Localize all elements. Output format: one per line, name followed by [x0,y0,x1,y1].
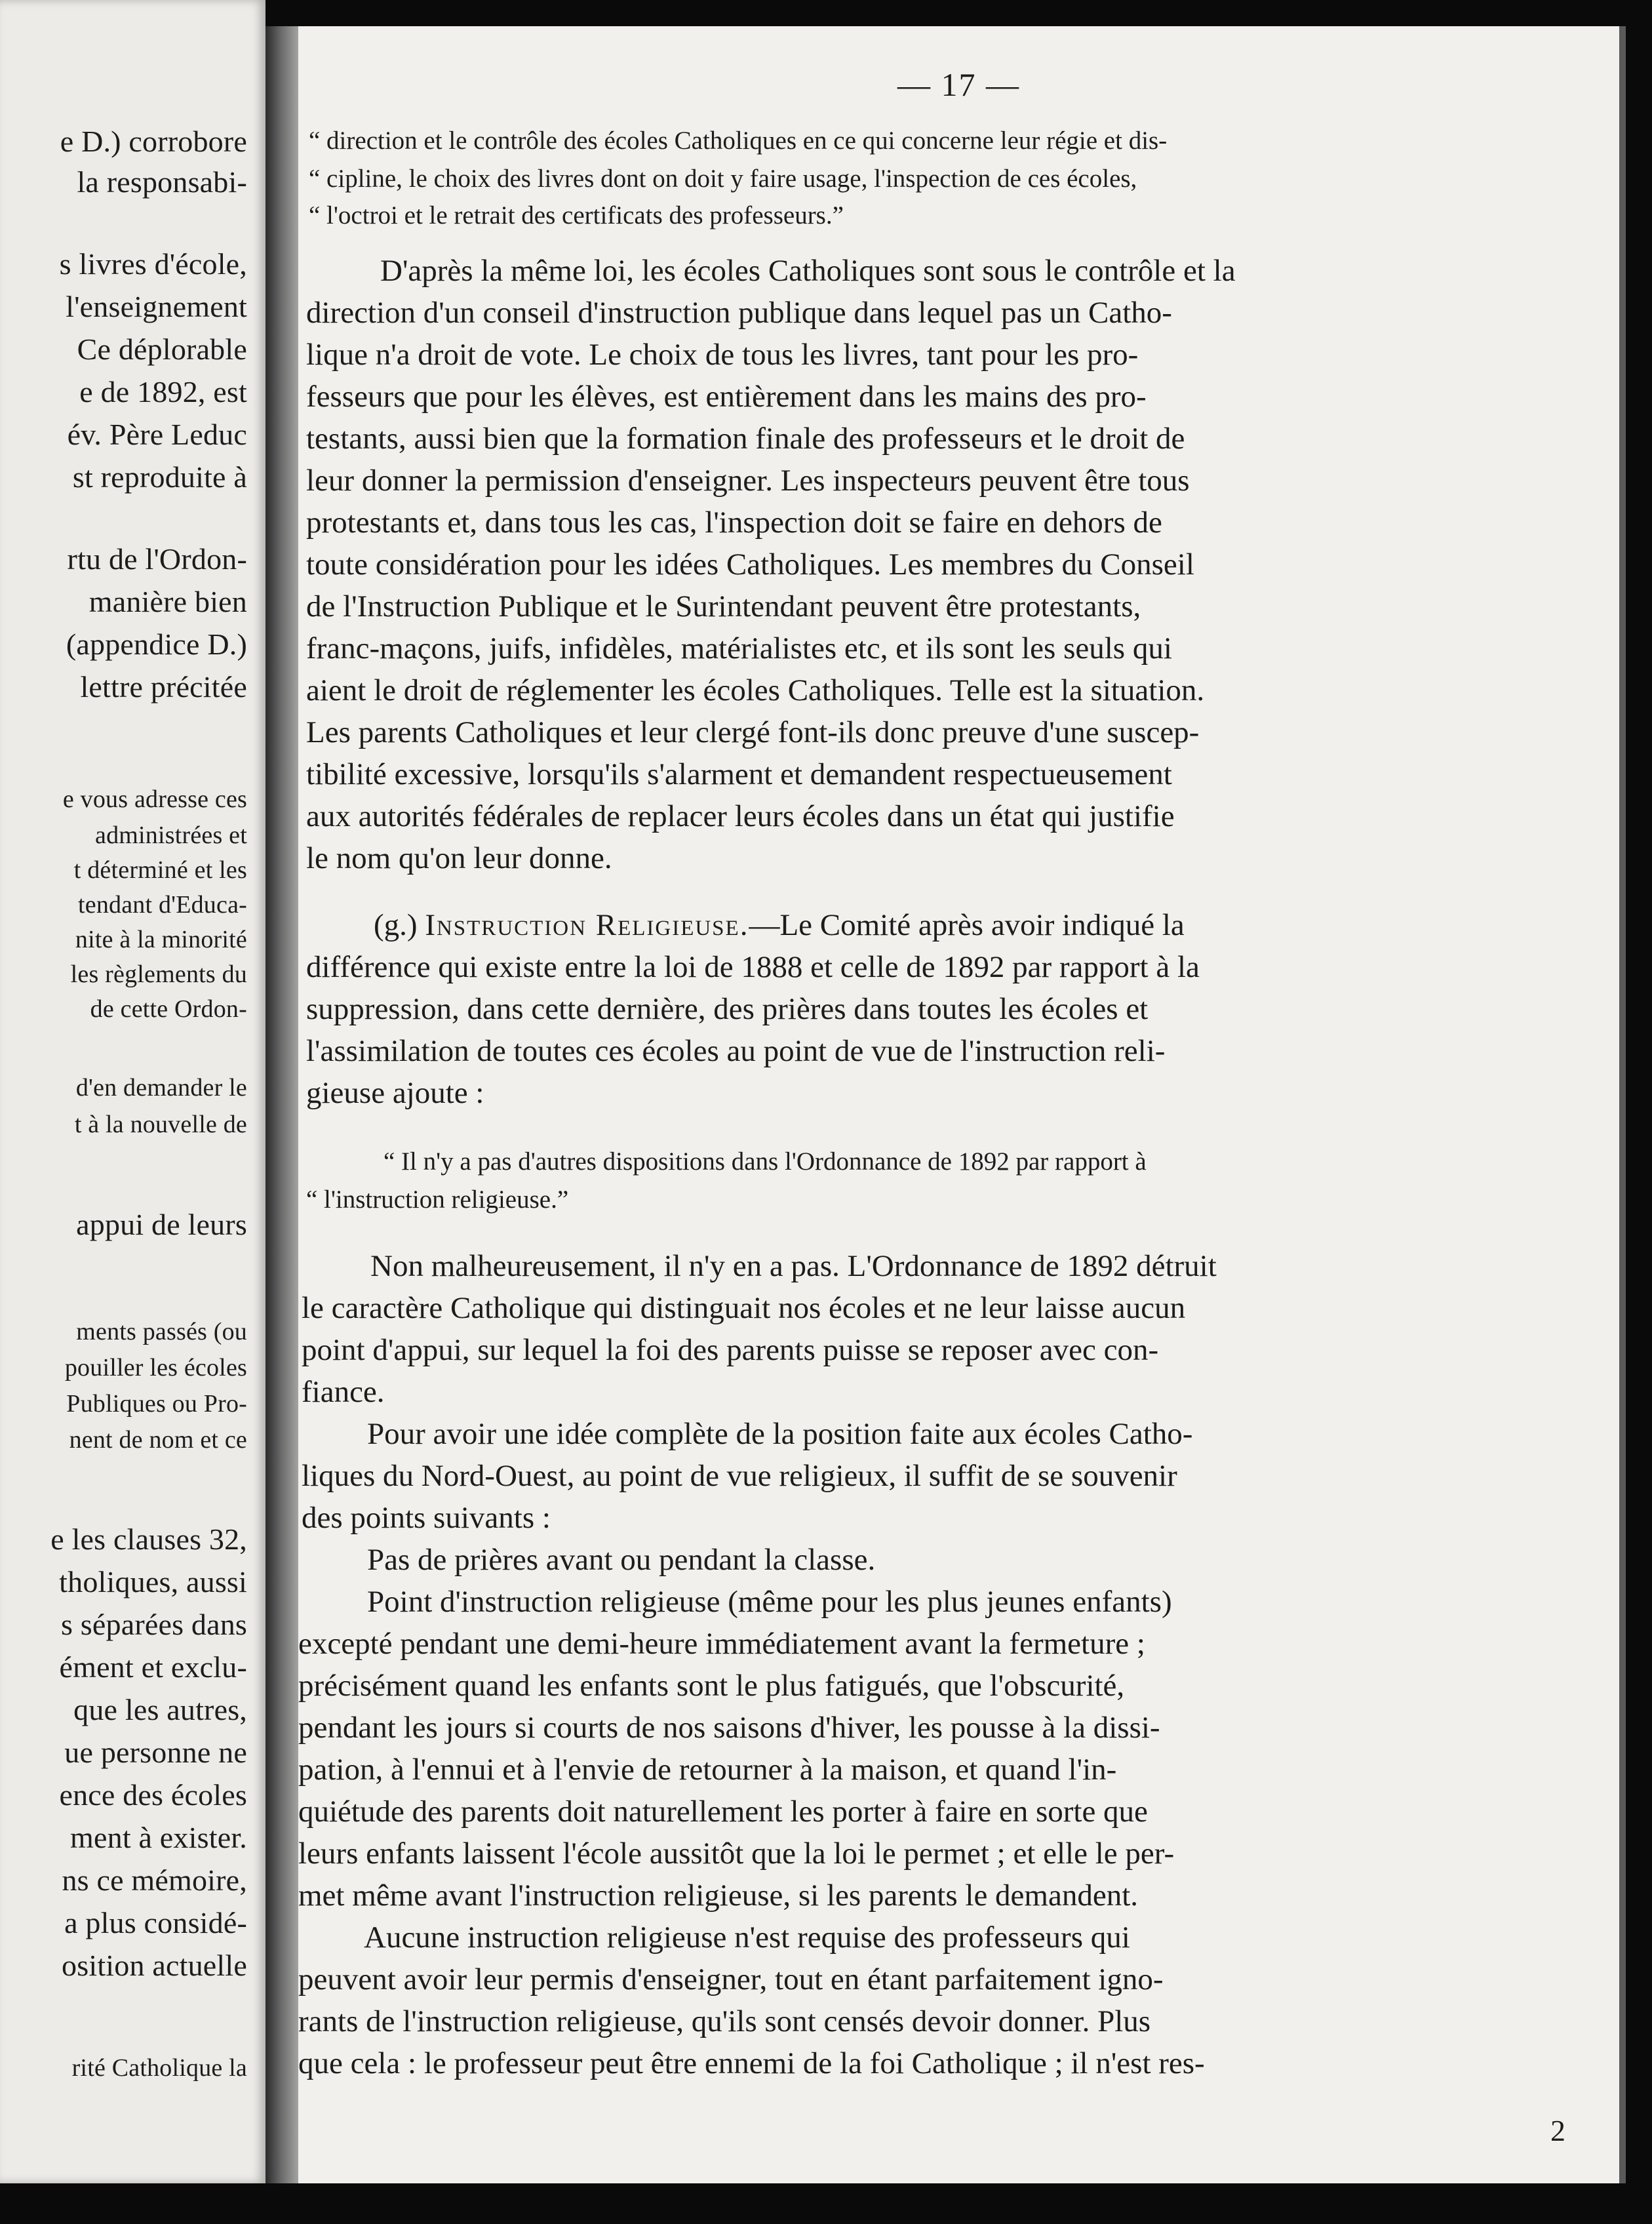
paragraph-line: testants, aussi bien que la formation finale des professeurs et le droit de [306,422,1185,456]
left-page-line: nent de nom et ce [69,1426,247,1454]
left-page-line: osition actuelle [62,1949,247,1982]
left-page-line: Ce déplorable [77,332,247,366]
paragraph-line: Pas de prières avant ou pendant la classe. [367,1543,876,1577]
left-page-line: ue personne ne [64,1736,247,1769]
paragraph-line: rants de l'instruction religieuse, qu'ils sont censés devoir donner. Plus [298,2004,1151,2038]
paragraph-line: protestants et, dans tous les cas, l'inspection doit se faire en dehors de [306,506,1162,540]
left-page-line: (appendice D.) [66,627,247,661]
paragraph-line: lique n'a droit de vote. Le choix de tous les livres, tant pour les pro- [306,338,1139,372]
left-page-line: e les clauses 32, [50,1522,247,1556]
paragraph-line: que cela : le professeur peut être ennemi de la foi Catholique ; il n'est res- [298,2046,1205,2080]
page-edge [1619,26,1626,2183]
paragraph-line: Point d'instruction religieuse (même pour les plus jeunes enfants) [367,1585,1172,1619]
left-page-line: e vous adresse ces [62,785,247,813]
paragraph-line: tibilité excessive, lorsqu'ils s'alarment et demandent respectueusement [306,757,1172,791]
section-heading: Instruction Religieuse. [425,908,749,942]
left-page-line: tendant d'Educa- [78,891,247,919]
left-page-line: t déterminé et les [73,856,247,884]
paragraph-line: peuvent avoir leur permis d'enseigner, tout en étant parfaitement igno- [298,1962,1164,1996]
paragraph-line: des points suivants : [302,1501,551,1535]
page-number: — 17 — [897,66,1020,103]
left-page-line: ns ce mémoire, [62,1863,247,1897]
left-page-line: que les autres, [73,1693,247,1726]
left-page-line: ments passés (ou [76,1318,247,1345]
quote-line: “ Il n'y a pas d'autres dispositions dans l'Ordonnance de 1892 par rapport à [384,1147,1147,1176]
signature-mark: 2 [1550,2114,1565,2147]
paragraph-line: leur donner la permission d'enseigner. Les inspecteurs peuvent être tous [306,464,1190,498]
paragraph-line: franc-maçons, juifs, infidèles, matérialistes etc, et ils sont les seuls qui [306,631,1172,665]
left-page-line: st reproduite à [72,460,247,494]
left-page-line: nite à la minorité [75,926,247,953]
left-page-line: ment à exister. [70,1821,247,1854]
paragraph-line: met même avant l'instruction religieuse, si les parents le demandent. [298,1878,1139,1913]
paragraph-line: direction d'un conseil d'instruction publique dans lequel pas un Catho- [306,296,1172,330]
section-first-line-rest: —Le Comité après avoir indiqué la [749,908,1185,942]
paragraph-line: liques du Nord-Ouest, au point de vue religieux, il suffit de se souvenir [302,1459,1177,1493]
left-page-line: t à la nouvelle de [74,1111,247,1138]
paragraph-line: aient le droit de réglementer les écoles Catholiques. Telle est la situation. [306,673,1205,707]
left-page-line: e de 1892, est [79,375,247,408]
paragraph-line: gieuse ajoute : [306,1076,484,1110]
paragraph-line: toute considération pour les idées Catholiques. Les membres du Conseil [306,547,1194,582]
quote-line: “ cipline, le choix des livres dont on doit y faire usage, l'inspection de ces écoles, [309,165,1137,193]
paragraph-line: point d'appui, sur lequel la foi des parents puisse se reposer avec con- [302,1333,1159,1367]
left-page-line: a plus considé- [64,1906,247,1939]
left-page-line: e D.) corrobore [60,125,247,158]
paragraph-line: aux autorités fédérales de replacer leurs écoles dans un état qui justifie [306,799,1175,833]
left-page-line: de cette Ordon- [90,995,247,1023]
paragraph-line: pation, à l'ennui et à l'envie de retourner à la maison, et quand l'in- [298,1753,1117,1787]
paragraph-line: fiance. [302,1375,385,1409]
left-page-line: tholiques, aussi [59,1565,247,1598]
left-page-line: administrées et [95,822,247,849]
paragraph-line: différence qui existe entre la loi de 1888 et celle de 1892 par rapport à la [306,950,1200,984]
left-page-line: manière bien [88,585,247,618]
paragraph-line: Les parents Catholiques et leur clergé font-ils donc preuve d'une suscep- [306,715,1200,749]
paragraph-line: leurs enfants laissent l'école aussitôt que la loi le permet ; et elle le per- [298,1837,1175,1871]
left-page-line: ence des écoles [59,1778,247,1812]
section-label: (g.) [374,908,418,942]
paragraph-line: Pour avoir une idée complète de la position faite aux écoles Catho- [367,1417,1193,1451]
left-page-line: les règlements du [70,961,247,988]
paragraph-line: excepté pendant une demi-heure immédiatement avant la fermeture ; [298,1627,1145,1661]
paragraph-line: quiétude des parents doit naturellement les porter à faire en sorte que [298,1795,1148,1829]
paragraph-line: précisément quand les enfants sont le plus fatigués, que l'obscurité, [298,1669,1125,1703]
paragraph-line: D'après la même loi, les écoles Catholiques sont sous le contrôle et la [380,254,1236,288]
paragraph-line: suppression, dans cette dernière, des prières dans toutes les écoles et [306,992,1149,1026]
paragraph-line: le caractère Catholique qui distinguait nos écoles et ne leur laisse aucun [302,1291,1186,1325]
left-page-line: ément et exclu- [59,1650,247,1684]
left-page-line: s séparées dans [60,1608,247,1641]
quote-line: “ l'octroi et le retrait des certificats des professeurs.” [309,201,844,229]
left-page-line: pouiller les écoles [64,1354,247,1381]
paragraph-line: pendant les jours si courts de nos saisons d'hiver, les pousse à la dissi- [298,1711,1160,1745]
left-page-line: l'enseignement [66,290,247,323]
paragraph-line: Aucune instruction religieuse n'est requise des professeurs qui [364,1920,1130,1955]
left-page-line: appui de leurs [76,1208,247,1241]
paragraph-line: le nom qu'on leur donne. [306,841,612,875]
paragraph-line: de l'Instruction Publique et le Surintendant peuvent être protestants, [306,589,1141,624]
quote-line: “ direction et le contrôle des écoles Catholiques en ce qui concerne leur régie et dis- [309,127,1168,155]
left-page-line: Publiques ou Pro- [66,1390,247,1418]
paragraph-line: fesseurs que pour les élèves, est entièrement dans les mains des pro- [306,380,1147,414]
quote-line: “ l'instruction religieuse.” [306,1185,569,1214]
left-page-line: d'en demander le [75,1074,247,1102]
paragraph-line: l'assimilation de toutes ces écoles au point de vue de l'instruction reli- [306,1034,1166,1068]
left-page [0,0,266,2183]
left-page-line: rité Catholique la [71,2054,247,2082]
left-page-line: év. Père Leduc [67,418,247,451]
left-page-line: s livres d'école, [59,247,247,281]
left-page-line: la responsabi- [77,165,247,199]
paragraph-line: Non malheureusement, il n'y en a pas. L'Ordonnance de 1892 détruit [370,1249,1217,1283]
section-g-first-line [374,910,1185,941]
left-page-line: rtu de l'Ordon- [67,542,247,576]
right-page [298,26,1619,2183]
left-page-line: lettre précitée [80,670,247,704]
